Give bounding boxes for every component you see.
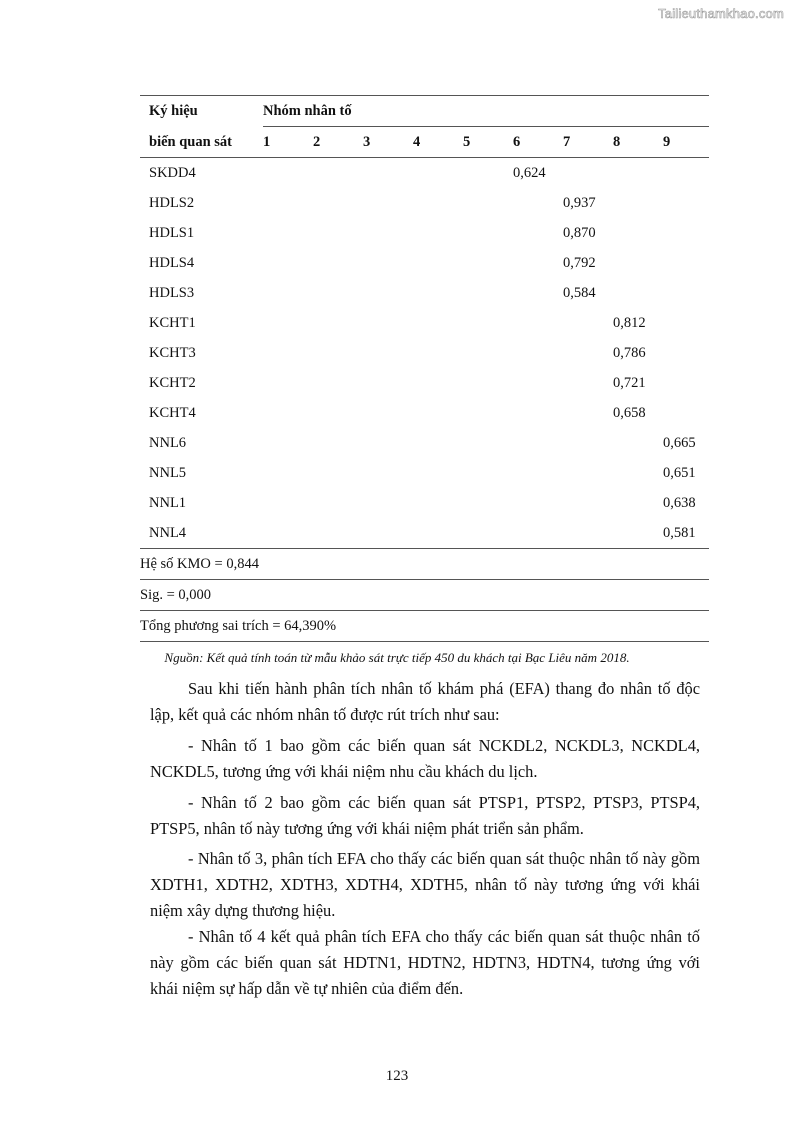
loading-cell	[313, 398, 363, 428]
paragraph-factor-4: - Nhân tố 4 kết quả phân tích EFA cho thấy các biến quan sát thuộc nhân tố này gồm các biến quan sát HDTN1, HDTN2, HDTN3, HDTN4, tương ứng với khái niệm sự hấp dẫn về tự nhiên của điểm đến.	[150, 927, 700, 998]
table-row	[140, 188, 709, 218]
table-source-note: Nguồn: Kết quả tính toán từ mẫu khảo sát trực tiếp 450 du khách tại Bạc Liêu năm 2018.	[164, 650, 630, 665]
loading-cell: 0,584	[563, 285, 596, 301]
loading-cell	[463, 428, 513, 458]
row-label: SKDD4	[149, 165, 196, 181]
table-row	[140, 368, 709, 398]
loading-cell	[513, 278, 563, 308]
loading-cell	[263, 428, 313, 458]
loading-cell: 0,812	[613, 315, 646, 331]
loading-cell	[363, 188, 413, 218]
loading-cell	[363, 398, 413, 428]
table-row	[140, 458, 709, 488]
loading-cell	[363, 458, 413, 488]
factor-number: 4	[413, 127, 463, 158]
table-row	[140, 398, 709, 428]
row-label: HDLS3	[149, 285, 195, 301]
row-label: KCHT1	[149, 315, 196, 331]
variance-text: Tổng phương sai trích = 64,390%	[140, 611, 709, 642]
loading-cell	[613, 218, 663, 248]
loading-cell	[613, 158, 663, 189]
loading-cell: 0,792	[563, 255, 596, 271]
factor-number: 1	[263, 127, 313, 158]
header-variable: biến quan sát	[140, 127, 263, 158]
row-label: HDLS2	[149, 195, 195, 211]
loading-cell	[263, 248, 313, 278]
loading-cell	[263, 458, 313, 488]
loading-cell	[313, 278, 363, 308]
loading-cell	[463, 488, 513, 518]
row-label: KCHT4	[149, 405, 196, 421]
table-row	[140, 488, 709, 518]
loading-cell	[363, 368, 413, 398]
loading-cell	[263, 218, 313, 248]
loading-cell	[513, 188, 563, 218]
loading-cell	[313, 248, 363, 278]
header-factor-group: Nhóm nhân tố	[263, 96, 709, 127]
table-row	[140, 308, 709, 338]
loading-cell	[363, 218, 413, 248]
loading-cell	[563, 368, 613, 398]
loading-cell	[513, 518, 563, 549]
loading-cell	[563, 338, 613, 368]
row-label: NNL1	[149, 495, 187, 511]
paragraph-intro: Sau khi tiến hành phân tích nhân tố khám phá (EFA) thang đo nhân tố độc lập, kết quả các nhóm nhân tố được rút trích như sau:	[150, 679, 700, 724]
loading-cell	[263, 518, 313, 549]
loading-cell	[313, 428, 363, 458]
loading-cell	[563, 428, 613, 458]
loading-cell	[263, 188, 313, 218]
row-label: KCHT3	[149, 345, 196, 361]
table-row	[140, 248, 709, 278]
loading-cell	[313, 368, 363, 398]
loading-cell	[663, 248, 709, 278]
loading-cell	[463, 338, 513, 368]
loading-cell	[663, 338, 709, 368]
loading-cell	[313, 338, 363, 368]
loading-cell	[463, 398, 513, 428]
kmo-text: Hệ số KMO = 0,844	[140, 549, 709, 580]
loading-cell	[263, 158, 313, 189]
loading-cell: 0,651	[663, 465, 696, 481]
loading-cell	[613, 518, 663, 549]
kmo-row	[140, 549, 709, 580]
loading-cell: 0,721	[613, 375, 646, 391]
loading-cell	[413, 338, 463, 368]
table-row	[140, 518, 709, 549]
loading-cell	[413, 518, 463, 549]
loading-cell	[513, 428, 563, 458]
loading-cell	[413, 218, 463, 248]
loading-cell	[263, 398, 313, 428]
row-label: KCHT2	[149, 375, 196, 391]
loading-cell	[613, 428, 663, 458]
loading-cell	[363, 518, 413, 549]
loading-cell	[263, 488, 313, 518]
loading-cell: 0,937	[563, 195, 596, 211]
loading-cell	[363, 488, 413, 518]
loading-cell	[513, 458, 563, 488]
loading-cell	[413, 278, 463, 308]
loading-cell: 0,786	[613, 345, 646, 361]
loading-cell	[313, 218, 363, 248]
loading-cell	[313, 158, 363, 189]
loading-cell	[463, 248, 513, 278]
table-row	[140, 428, 709, 458]
loading-cell	[413, 158, 463, 189]
factor-number: 3	[363, 127, 413, 158]
loading-cell	[613, 278, 663, 308]
loading-cell	[363, 308, 413, 338]
loading-cell	[513, 488, 563, 518]
efa-table	[140, 95, 709, 642]
loading-cell	[463, 518, 513, 549]
loading-cell	[613, 488, 663, 518]
loading-cell: 0,665	[663, 435, 696, 451]
loading-cell	[663, 278, 709, 308]
loading-cell	[263, 338, 313, 368]
loading-cell	[263, 308, 313, 338]
paragraph-factor-1: - Nhân tố 1 bao gồm các biến quan sát NCKDL2, NCKDL3, NCKDL4, NCKDL5, tương ứng với khái niệm nhu cầu khách du lịch.	[150, 736, 700, 781]
paragraph-factor-2: - Nhân tố 2 bao gồm các biến quan sát PTSP1, PTSP2, PTSP3, PTSP4, PTSP5, nhân tố này tương ứng với khái niệm phát triển sản phẩm.	[150, 793, 700, 838]
row-label: NNL6	[149, 435, 187, 451]
loading-cell	[513, 338, 563, 368]
loading-cell	[663, 188, 709, 218]
loading-cell	[463, 278, 513, 308]
loading-cell	[663, 308, 709, 338]
loading-cell	[313, 188, 363, 218]
sig-row	[140, 580, 709, 611]
factor-number: 7	[563, 127, 613, 158]
loading-cell	[413, 458, 463, 488]
row-label: HDLS4	[149, 255, 195, 271]
loading-cell	[313, 518, 363, 549]
loading-cell	[413, 308, 463, 338]
loading-cell	[663, 218, 709, 248]
factor-number: 9	[663, 127, 709, 158]
loading-cell	[513, 248, 563, 278]
table-row	[140, 218, 709, 248]
loading-cell	[613, 458, 663, 488]
table-row	[140, 338, 709, 368]
table-header-row-1	[140, 96, 709, 127]
loading-cell	[413, 368, 463, 398]
loading-cell	[563, 158, 613, 189]
row-label: NNL4	[149, 525, 187, 541]
sig-text: Sig. = 0,000	[140, 580, 709, 611]
loading-cell	[363, 158, 413, 189]
loading-cell	[563, 458, 613, 488]
loading-cell	[463, 458, 513, 488]
loading-cell	[313, 308, 363, 338]
loading-cell	[663, 158, 709, 189]
watermark: Tailieuthamkhao.com	[658, 6, 784, 21]
factor-number: 5	[463, 127, 513, 158]
loading-cell	[613, 188, 663, 218]
row-label: NNL5	[149, 465, 187, 481]
loading-cell: 0,581	[663, 525, 696, 541]
paragraph-factor-3: - Nhân tố 3, phân tích EFA cho thấy các biến quan sát thuộc nhân tố này gồm XDTH1, XDTH2, XDTH3, XDTH4, XDTH5, nhân tố này tương ứng với khái niệm xây dựng thương hiệu.	[150, 849, 700, 920]
loading-cell	[263, 278, 313, 308]
loading-cell	[613, 248, 663, 278]
loading-cell	[413, 188, 463, 218]
loading-cell	[513, 218, 563, 248]
loading-cell: 0,870	[563, 225, 596, 241]
loading-cell: 0,638	[663, 495, 696, 511]
loading-cell	[513, 398, 563, 428]
loading-cell	[463, 218, 513, 248]
loading-cell	[513, 308, 563, 338]
loading-cell	[563, 518, 613, 549]
variance-row	[140, 611, 709, 642]
loading-cell	[413, 428, 463, 458]
loading-cell: 0,624	[513, 165, 546, 181]
loading-cell	[563, 308, 613, 338]
table-row	[140, 158, 709, 189]
factor-number: 2	[313, 127, 363, 158]
loading-cell	[413, 488, 463, 518]
page-number: 123	[385, 1068, 409, 1084]
table-body	[140, 158, 709, 549]
loading-cell	[363, 278, 413, 308]
row-label: HDLS1	[149, 225, 195, 241]
loading-cell	[363, 428, 413, 458]
loading-cell	[313, 488, 363, 518]
loading-cell	[263, 368, 313, 398]
loading-cell	[563, 398, 613, 428]
loading-cell	[563, 488, 613, 518]
factor-number: 8	[613, 127, 663, 158]
loading-cell	[663, 398, 709, 428]
factor-number: 6	[513, 127, 563, 158]
loading-cell	[313, 458, 363, 488]
loading-cell	[463, 188, 513, 218]
loading-cell	[413, 248, 463, 278]
loading-cell	[463, 308, 513, 338]
loading-cell	[413, 398, 463, 428]
loading-cell	[363, 338, 413, 368]
loading-cell	[463, 368, 513, 398]
table-row	[140, 278, 709, 308]
header-symbol: Ký hiệu	[140, 96, 263, 127]
table-header-row-2	[140, 127, 709, 158]
loading-cell	[663, 368, 709, 398]
loading-cell	[463, 158, 513, 189]
loading-cell	[513, 368, 563, 398]
loading-cell	[363, 248, 413, 278]
loading-cell: 0,658	[613, 405, 646, 421]
